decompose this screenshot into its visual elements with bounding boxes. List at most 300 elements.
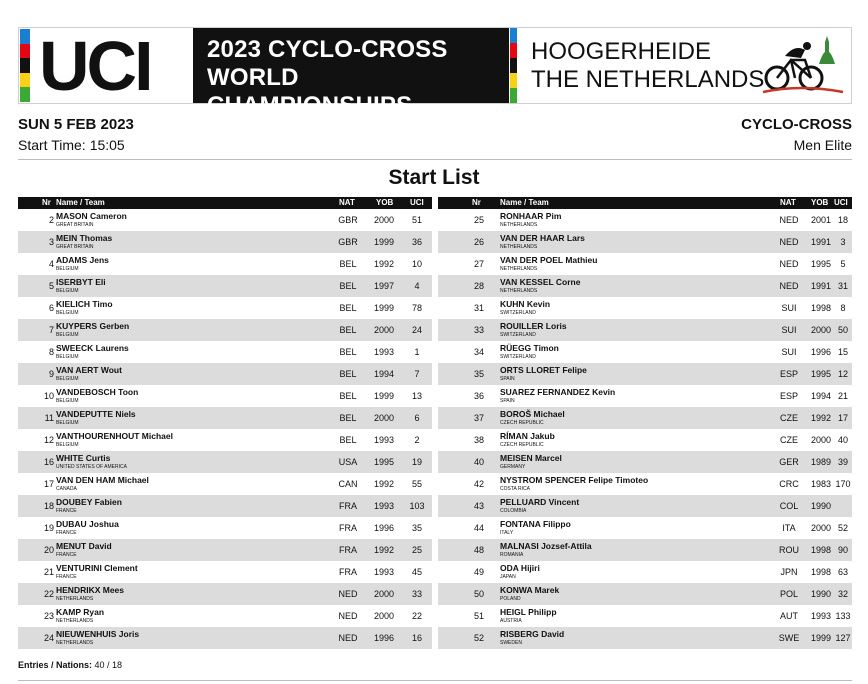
rider-yob: 1995 — [373, 457, 395, 467]
rider-number: 44 — [473, 523, 484, 533]
rider-uci-rank: 31 — [837, 281, 848, 291]
table-row — [18, 583, 432, 605]
rider-name: MEISEN Marcel — [500, 453, 562, 463]
rider-team: GREAT BRITAIN — [56, 244, 94, 250]
header-uci: UCI — [834, 198, 848, 207]
rider-name: VAN AERT Wout — [56, 365, 122, 375]
rider-team: COSTA RICA — [500, 486, 530, 492]
rider-team: FRANCE — [56, 574, 77, 580]
table-header — [438, 197, 852, 209]
rider-team: BELGIUM — [56, 288, 79, 294]
rider-uci-rank: 8 — [840, 303, 846, 313]
rider-team: SWITZERLAND — [500, 354, 536, 360]
rider-uci-rank: 24 — [411, 325, 422, 335]
rider-uci-rank: 12 — [837, 369, 848, 379]
rider-nat: FRA — [339, 545, 357, 555]
rider-team: BELGIUM — [56, 442, 79, 448]
rider-yob: 1994 — [373, 369, 395, 379]
rider-name: VAN DEN HAM Michael — [56, 475, 149, 485]
event-title-line1: 2023 CYCLO-CROSS — [207, 36, 448, 63]
rider-uci-rank: 4 — [414, 281, 420, 291]
table-row — [438, 209, 852, 231]
rider-nat: BEL — [339, 281, 357, 291]
rider-uci-rank: 19 — [411, 457, 422, 467]
rider-number: 49 — [473, 567, 484, 577]
rider-nat: NED — [779, 259, 799, 269]
rider-nat: NED — [779, 237, 799, 247]
rider-uci-rank: 5 — [840, 259, 846, 269]
rider-yob: 1990 — [810, 501, 832, 511]
rider-yob: 1998 — [810, 303, 832, 313]
table-row — [18, 605, 432, 627]
rider-yob: 2000 — [373, 611, 395, 621]
race-date: SUN 5 FEB 2023 — [18, 116, 134, 133]
rider-team: SPAIN — [500, 398, 515, 404]
rider-number: 34 — [473, 347, 484, 357]
rider-nat: CZE — [780, 435, 798, 445]
table-row — [438, 341, 852, 363]
rider-nat: BEL — [339, 435, 357, 445]
rider-number: 38 — [473, 435, 484, 445]
rider-number: 23 — [43, 611, 54, 621]
rider-uci-rank: 103 — [409, 501, 425, 511]
rider-uci-rank: 18 — [837, 215, 848, 225]
rider-yob: 1993 — [373, 347, 395, 357]
rider-number: 2 — [48, 215, 54, 225]
rider-uci-rank: 21 — [837, 391, 848, 401]
rider-name: VENTURINI Clement — [56, 563, 138, 573]
rider-name: KIELICH Timo — [56, 299, 113, 309]
rider-yob: 1993 — [373, 567, 395, 577]
table-row — [438, 451, 852, 473]
rider-name: KAMP Ryan — [56, 607, 105, 617]
rider-uci-rank: 63 — [837, 567, 848, 577]
rider-number: 9 — [48, 369, 54, 379]
rider-uci-rank: 10 — [411, 259, 422, 269]
rider-nat: SUI — [781, 347, 797, 357]
rider-team: BELGIUM — [56, 376, 79, 382]
rider-name: VAN DER POEL Mathieu — [500, 255, 598, 265]
rider-uci-rank: 2 — [414, 435, 420, 445]
rider-number: 36 — [473, 391, 484, 401]
table-row — [438, 473, 852, 495]
rider-uci-rank: 127 — [835, 633, 851, 643]
rider-yob: 2000 — [810, 523, 832, 533]
event-title-block — [193, 28, 509, 119]
rider-uci-rank: 51 — [411, 215, 422, 225]
rider-name: ADAMS Jens — [56, 255, 109, 265]
table-row — [438, 253, 852, 275]
table-row — [18, 319, 432, 341]
rider-name: VAN KESSEL Corne — [500, 277, 581, 287]
table-row — [438, 495, 852, 517]
table-row — [18, 253, 432, 275]
table-row — [18, 209, 432, 231]
start-list-table-left — [18, 197, 432, 649]
rider-name: ISERBYT Eli — [56, 277, 106, 287]
rider-yob: 2000 — [373, 215, 395, 225]
rider-uci-rank: 17 — [837, 413, 848, 423]
rider-team: FRANCE — [56, 530, 77, 536]
rider-nat: NED — [338, 633, 358, 643]
rider-uci-rank: 32 — [837, 589, 848, 599]
rider-nat: SUI — [781, 325, 797, 335]
table-row — [438, 275, 852, 297]
rider-number: 22 — [43, 589, 54, 599]
header-yob: YOB — [376, 198, 394, 207]
table-row — [438, 297, 852, 319]
rider-name: DUBAU Joshua — [56, 519, 119, 529]
rider-yob: 1983 — [810, 479, 832, 489]
rider-name: RÍMAN Jakub — [500, 431, 555, 441]
rainbow-stripes-divider — [510, 28, 517, 103]
rider-nat: GER — [779, 457, 799, 467]
entries-value: 40 / 18 — [94, 660, 123, 670]
category: Men Elite — [793, 137, 852, 153]
table-row — [18, 231, 432, 253]
rider-number: 24 — [43, 633, 54, 643]
rider-yob: 1993 — [373, 435, 395, 445]
rider-number: 33 — [473, 325, 484, 335]
rider-nat: CRC — [779, 479, 799, 489]
rider-name: RONHAAR Pim — [500, 211, 562, 221]
table-row — [438, 319, 852, 341]
rider-name: MASON Cameron — [56, 211, 127, 221]
rider-nat: GBR — [338, 237, 358, 247]
rider-nat: BEL — [339, 259, 357, 269]
entries-label: Entries / Nations: — [18, 660, 93, 670]
rider-yob: 1999 — [373, 303, 395, 313]
rider-uci-rank: 90 — [837, 545, 848, 555]
table-row — [438, 385, 852, 407]
rider-nat: NED — [779, 281, 799, 291]
rider-yob: 1990 — [810, 589, 832, 599]
rider-uci-rank: 55 — [411, 479, 422, 489]
rider-team: GREAT BRITAIN — [56, 222, 94, 228]
rider-number: 37 — [473, 413, 484, 423]
table-row — [438, 539, 852, 561]
rider-number: 25 — [473, 215, 484, 225]
rider-team: ITALY — [500, 530, 514, 536]
rider-team: NETHERLANDS — [500, 222, 538, 228]
rider-yob: 1995 — [810, 369, 832, 379]
rider-number: 10 — [43, 391, 54, 401]
rider-name: SUAREZ FERNANDEZ Kevin — [500, 387, 616, 397]
rider-team: BELGIUM — [56, 398, 79, 404]
rider-name: PELLUARD Vincent — [500, 497, 580, 507]
rider-name: DOUBEY Fabien — [56, 497, 122, 507]
rider-uci-rank: 16 — [411, 633, 422, 643]
table-row — [438, 627, 852, 649]
rider-team: NETHERLANDS — [56, 640, 94, 646]
rider-nat: CZE — [780, 413, 798, 423]
rider-nat: NED — [338, 589, 358, 599]
rider-yob: 1999 — [373, 391, 395, 401]
rider-uci-rank: 35 — [411, 523, 422, 533]
rider-number: 52 — [473, 633, 484, 643]
rider-yob: 1992 — [810, 413, 832, 423]
entries-summary — [18, 660, 122, 670]
rider-name: WHITE Curtis — [56, 453, 111, 463]
rider-number: 50 — [473, 589, 484, 599]
rider-number: 3 — [48, 237, 54, 247]
rider-uci-rank: 3 — [840, 237, 846, 247]
rider-number: 21 — [43, 567, 54, 577]
rider-nat: BEL — [339, 391, 357, 401]
rider-nat: AUT — [780, 611, 798, 621]
rider-name: MENUT David — [56, 541, 112, 551]
table-row — [18, 473, 432, 495]
rider-nat: ESP — [779, 391, 798, 401]
rider-number: 5 — [48, 281, 54, 291]
header-name-team: Name / Team — [500, 198, 549, 207]
table-row — [18, 517, 432, 539]
rider-name: HENDRIKX Mees — [56, 585, 125, 595]
rider-uci-rank: 15 — [837, 347, 848, 357]
rider-team: NETHERLANDS — [500, 288, 538, 294]
table-row — [18, 275, 432, 297]
table-row — [438, 517, 852, 539]
rider-team: CZECH REPUBLIC — [500, 442, 544, 448]
rider-name: RÜEGG Timon — [500, 343, 559, 353]
rider-yob: 1991 — [810, 237, 832, 247]
rider-yob: 1996 — [373, 633, 395, 643]
rider-yob: 2000 — [810, 325, 832, 335]
rider-uci-rank: 36 — [411, 237, 422, 247]
rider-name: KUYPERS Gerben — [56, 321, 130, 331]
rider-nat: GBR — [338, 215, 358, 225]
header-yob: YOB — [811, 198, 829, 207]
rider-team: BELGIUM — [56, 354, 79, 360]
header-uci: UCI — [410, 198, 424, 207]
rider-yob: 1999 — [373, 237, 395, 247]
rider-nat: JPN — [780, 567, 798, 577]
rider-number: 18 — [43, 501, 54, 511]
rider-nat: ROU — [779, 545, 799, 555]
rider-team: NETHERLANDS — [56, 618, 94, 624]
rider-number: 20 — [43, 545, 54, 555]
rider-team: COLOMBIA — [500, 508, 527, 514]
rider-number: 42 — [473, 479, 484, 489]
rider-name: SWEECK Laurens — [56, 343, 129, 353]
rider-number: 43 — [473, 501, 484, 511]
rider-team: JAPAN — [500, 574, 516, 580]
rider-name: RISBERG David — [500, 629, 565, 639]
rider-uci-rank: 1 — [414, 347, 420, 357]
host-line1: HOOGERHEIDE — [531, 38, 712, 65]
rider-name: ODA Hijiri — [500, 563, 540, 573]
rider-nat: FRA — [339, 501, 357, 511]
header-nat: NAT — [339, 198, 355, 207]
rider-nat: BEL — [339, 369, 357, 379]
header-name-team: Name / Team — [56, 198, 105, 207]
rider-uci-rank: 13 — [411, 391, 422, 401]
rider-nat: SWE — [778, 633, 800, 643]
rider-team: SPAIN — [500, 376, 515, 382]
rider-number: 16 — [43, 457, 54, 467]
rider-number: 8 — [48, 347, 54, 357]
rider-nat: POL — [779, 589, 798, 599]
rider-team: NETHERLANDS — [500, 266, 538, 272]
rider-nat: BEL — [339, 413, 357, 423]
rider-uci-rank: 170 — [835, 479, 851, 489]
table-row — [18, 451, 432, 473]
table-row — [18, 627, 432, 649]
table-row — [18, 561, 432, 583]
rider-name: NIEUWENHUIS Joris — [56, 629, 140, 639]
rider-yob: 1994 — [810, 391, 832, 401]
rider-team: BELGIUM — [56, 420, 79, 426]
rider-nat: USA — [338, 457, 358, 467]
document-title: Start List — [388, 166, 480, 189]
start-time — [18, 137, 125, 153]
rider-number: 31 — [473, 303, 484, 313]
rider-yob: 1996 — [373, 523, 395, 533]
table-header — [18, 197, 432, 209]
rider-yob: 1992 — [373, 479, 395, 489]
table-row — [18, 539, 432, 561]
rider-nat: BEL — [339, 347, 357, 357]
rider-uci-rank: 22 — [411, 611, 422, 621]
rider-name: VAN DER HAAR Lars — [500, 233, 585, 243]
rider-name: KONWA Marek — [500, 585, 560, 595]
rider-team: NETHERLANDS — [56, 596, 94, 602]
rider-uci-rank: 7 — [414, 369, 420, 379]
rider-name: NYSTROM SPENCER Felipe Timoteo — [500, 475, 649, 485]
table-row — [18, 429, 432, 451]
rider-yob: 1992 — [373, 259, 395, 269]
rainbow-stripes — [20, 29, 30, 102]
rider-number: 11 — [44, 413, 54, 423]
rider-team: CZECH REPUBLIC — [500, 420, 544, 426]
table-row — [438, 561, 852, 583]
table-row — [18, 385, 432, 407]
rider-yob: 1995 — [810, 259, 832, 269]
rider-yob: 1998 — [810, 545, 832, 555]
table-row — [18, 363, 432, 385]
table-row — [18, 297, 432, 319]
table-row — [438, 583, 852, 605]
rider-name: FONTANA Filippo — [500, 519, 571, 529]
rider-uci-rank: 25 — [411, 545, 422, 555]
rider-name: HEIGL Philipp — [500, 607, 557, 617]
rider-nat: NED — [779, 215, 799, 225]
rider-uci-rank: 40 — [837, 435, 848, 445]
rider-yob: 1991 — [810, 281, 832, 291]
uci-logo: UCI — [39, 27, 151, 105]
header-nat: NAT — [780, 198, 796, 207]
rider-yob: 1997 — [373, 281, 395, 291]
rider-name: KUHN Kevin — [500, 299, 551, 309]
host-line2: THE NETHERLANDS — [531, 66, 765, 93]
event-banner — [18, 27, 852, 119]
rider-nat: NED — [338, 611, 358, 621]
rider-nat: SUI — [781, 303, 797, 313]
rider-nat: FRA — [339, 523, 357, 533]
header-nr: Nr — [472, 198, 481, 207]
table-row — [438, 429, 852, 451]
rider-yob: 1999 — [810, 633, 832, 643]
table-row — [438, 363, 852, 385]
rider-yob: 1992 — [373, 545, 395, 555]
rider-name: ROUILLER Loris — [500, 321, 567, 331]
start-time-value: 15:05 — [89, 137, 125, 153]
rider-uci-rank: 50 — [837, 325, 848, 335]
rider-uci-rank: 78 — [411, 303, 422, 313]
rider-name: ORTS LLORET Felipe — [500, 365, 587, 375]
rider-team: FRANCE — [56, 508, 77, 514]
rider-number: 19 — [43, 523, 54, 533]
rider-yob: 2000 — [373, 589, 395, 599]
table-row — [18, 495, 432, 517]
rider-nat: CAN — [338, 479, 358, 489]
rider-number: 35 — [473, 369, 484, 379]
header-divider — [18, 159, 852, 160]
rider-number: 48 — [473, 545, 484, 555]
rider-yob: 1989 — [810, 457, 832, 467]
rider-team: SWITZERLAND — [500, 310, 536, 316]
rider-team: UNITED STATES OF AMERICA — [56, 464, 127, 470]
rider-number: 12 — [43, 435, 54, 445]
start-list-table-right — [438, 197, 852, 649]
rider-team: SWITZERLAND — [500, 332, 536, 338]
header-nr: Nr — [42, 198, 51, 207]
rider-team: POLAND — [500, 596, 521, 602]
cyclist-church-logo-icon — [755, 34, 847, 100]
rider-team: SWEDEN — [500, 640, 522, 646]
rider-number: 4 — [48, 259, 54, 269]
rider-team: BELGIUM — [56, 310, 79, 316]
table-row — [18, 341, 432, 363]
rider-name: VANDEBOSCH Toon — [56, 387, 139, 397]
rider-name: BOROŠ Michael — [500, 409, 565, 419]
rider-yob: 2000 — [810, 435, 832, 445]
rider-nat: ESP — [779, 369, 798, 379]
rider-number: 27 — [473, 259, 484, 269]
rider-nat: BEL — [339, 303, 357, 313]
rider-name: MEIN Thomas — [56, 233, 113, 243]
table-row — [438, 231, 852, 253]
rider-team: AUSTRIA — [500, 618, 522, 624]
host-city — [531, 38, 764, 94]
rider-team: NETHERLANDS — [500, 244, 538, 250]
rider-team: GERMANY — [500, 464, 526, 470]
discipline: CYCLO-CROSS — [741, 116, 852, 133]
rider-number: 51 — [473, 611, 484, 621]
rider-uci-rank: 33 — [411, 589, 422, 599]
rider-yob: 2001 — [810, 215, 832, 225]
event-title-line2: WORLD CHAMPIONSHIPS — [207, 64, 413, 119]
rider-nat: BEL — [339, 325, 357, 335]
rider-uci-rank: 39 — [837, 457, 848, 467]
rider-yob: 1993 — [373, 501, 395, 511]
rider-yob: 1998 — [810, 567, 832, 577]
table-row — [438, 605, 852, 627]
rider-team: FRANCE — [56, 552, 77, 558]
rider-name: MALNASI Jozsef-Attila — [500, 541, 592, 551]
rider-number: 26 — [473, 237, 484, 247]
footer-divider — [18, 680, 852, 681]
rider-number: 40 — [473, 457, 484, 467]
rider-team: BELGIUM — [56, 266, 79, 272]
rider-number: 6 — [48, 303, 54, 313]
rider-number: 7 — [48, 325, 54, 335]
rider-uci-rank: 45 — [411, 567, 422, 577]
rider-nat: ITA — [782, 523, 796, 533]
rider-yob: 2000 — [373, 413, 395, 423]
rider-team: BELGIUM — [56, 332, 79, 338]
rider-team: ROMANIA — [500, 552, 524, 558]
